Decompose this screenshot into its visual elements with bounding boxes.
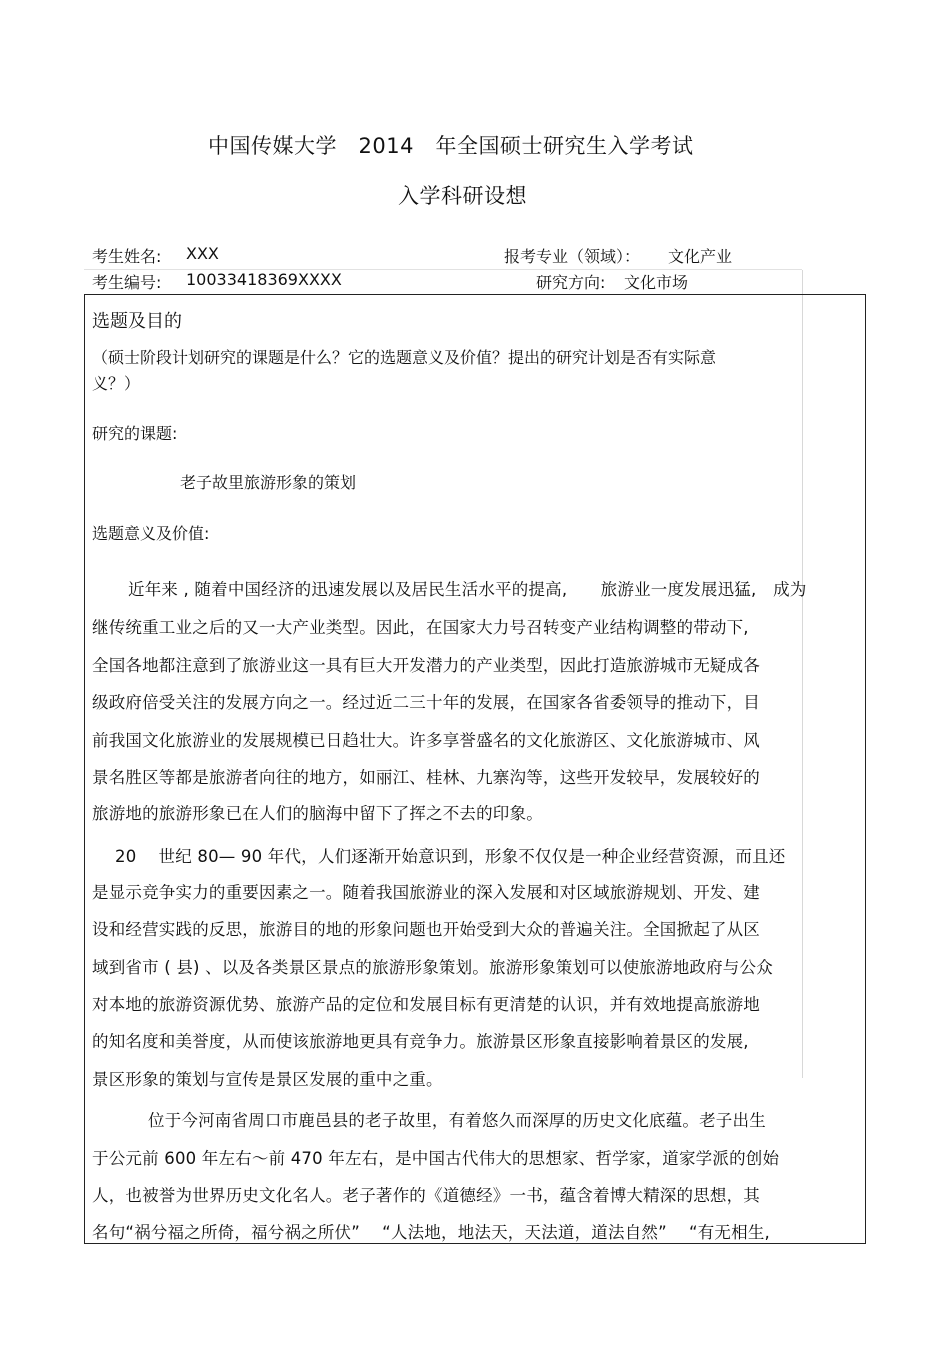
paragraph-3-line: 人，也被誉为世界历史文化名人。老子著作的《道德经》一书，蕴含着博大精深的思想，其 (92, 1186, 760, 1205)
page-subtitle: 入学科研设想 (398, 184, 527, 208)
paragraph-2-line: 设和经营实践的反思，旅游目的地的形象问题也开始受到大众的普遍关注。全国掀起了从区 (92, 920, 760, 939)
paragraph-1-line: 旅游地的旅游形象已在人们的脑海中留下了挥之不去的印象。 (92, 804, 543, 823)
paragraph-3-line: 名句“祸兮福之所倚，福兮祸之所伏” “人法地，地法天，天法道，道法自然” “有无相生, (92, 1223, 770, 1242)
direction-label: 研究方向: (536, 273, 606, 292)
paragraph-2-line: 是显示竞争实力的重要因素之一。随着我国旅游业的深入发展和对区域旅游规划、开发、建 (92, 883, 760, 902)
paragraph-2-line: 对本地的旅游资源优势、旅游产品的定位和发展目标有更清楚的认识，并有效地提高旅游地 (92, 995, 760, 1014)
scan-line-horizontal (84, 269, 802, 270)
candidate-name-label: 考生姓名: (92, 247, 162, 266)
candidate-name-value: XXX (186, 244, 219, 263)
direction-value: 文化市场 (624, 273, 689, 292)
topic-value: 老子故里旅游形象的策划 (180, 473, 357, 492)
paragraph-3-line: 于公元前 600 年左右～前 470 年左右，是中国古代伟大的思想家、哲学家，道家学派的创始 (92, 1149, 780, 1168)
paragraph-3-line: 位于今河南省周口市鹿邑县的老子故里，有着悠久而深厚的历史文化底蕴。老子出生 (148, 1111, 766, 1130)
paragraph-2-line: 景区形象的策划与宣传是景区发展的重中之重。 (92, 1070, 443, 1089)
significance-label: 选题意义及价值: (92, 524, 210, 543)
paragraph-1-line: 继传统重工业之后的又一大产业类型。因此，在国家大力号召转变产业结构调整的带动下, (92, 618, 749, 637)
paragraph-1-line: 近年来 , 随着中国经济的迅速发展以及居民生活水平的提高, 旅游业一度发展迅猛, 成为 (128, 580, 807, 599)
paragraph-2-line: 的知名度和美誉度，从而使该旅游地更具有竞争力。旅游景区形象直接影响着景区的发展, (92, 1032, 749, 1051)
candidate-number-label: 考生编号: (92, 273, 162, 292)
paragraph-1-line: 级政府倍受关注的发展方向之一。经过近二三十年的发展，在国家各省委领导的推动下，目 (92, 693, 760, 712)
page-title: 中国传媒大学 2014 年全国硕士研究生入学考试 (208, 134, 694, 158)
major-label: 报考专业（领域）： (504, 247, 641, 266)
paragraph-2-line: 20 世纪 80— 90 年代，人们逐渐开始意识到，形象不仅仅是一种企业经营资源，而且还 (115, 847, 786, 866)
candidate-number-value: 10033418369XXXX (186, 270, 342, 289)
paragraph-1-line: 前我国文化旅游业的发展规模已日趋壮大。许多享誉盛名的文化旅游区、文化旅游城市、风 (92, 731, 760, 750)
paragraph-1-line: 景名胜区等都是旅游者向往的地方，如丽江、桂林、九寨沟等，这些开发较早，发展较好的 (92, 768, 760, 787)
prompt-line-2: 义？） (92, 374, 141, 393)
prompt-line-1: （硕士阶段计划研究的课题是什么？它的选题意义及价值？提出的研究计划是否有实际意 (92, 348, 717, 367)
topic-label: 研究的课题: (92, 424, 178, 443)
paragraph-2-line: 域到省市 ( 县) 、以及各类景区景点的旅游形象策划。旅游形象策划可以使旅游地政府与公众 (92, 958, 773, 977)
section-heading: 选题及目的 (92, 311, 182, 332)
major-value: 文化产业 (668, 247, 733, 266)
paragraph-1-line: 全国各地都注意到了旅游业这一具有巨大开发潜力的产业类型，因此打造旅游城市无疑成各 (92, 656, 760, 675)
